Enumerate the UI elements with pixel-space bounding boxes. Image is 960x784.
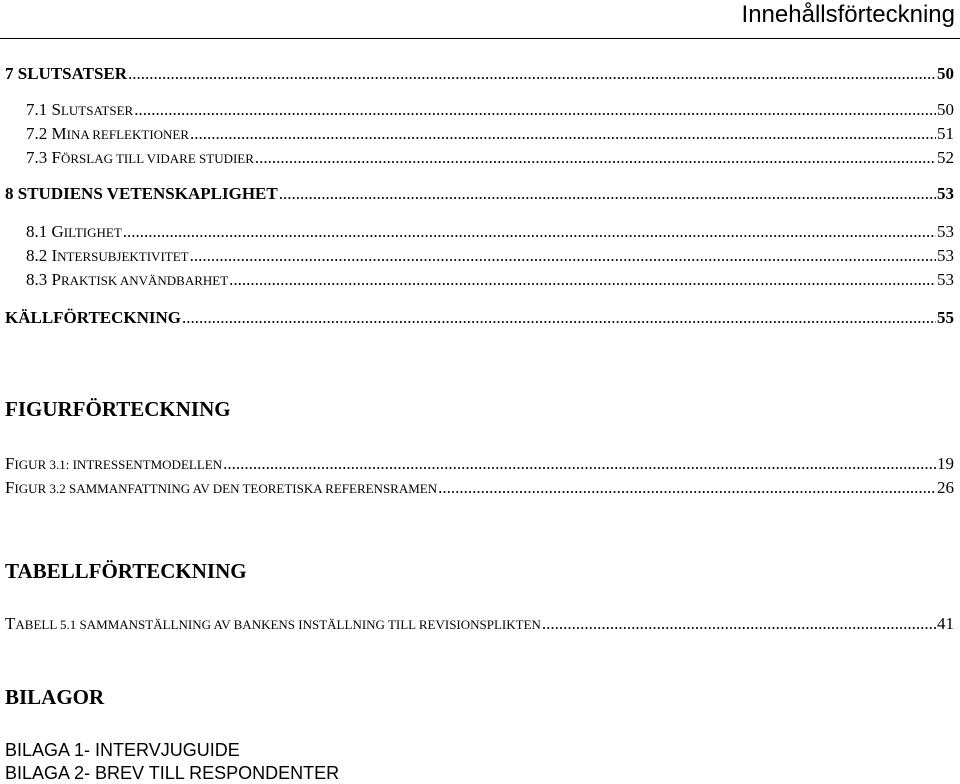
dot-leader xyxy=(255,148,936,168)
figure-entry-label-cap: F xyxy=(5,478,15,497)
header-rule xyxy=(0,38,960,39)
toc-entry-page: 53 xyxy=(937,184,954,203)
figure-entry-page: 26 xyxy=(937,478,954,497)
toc-entry-label-cap: 8.1 G xyxy=(26,222,64,241)
toc-entry-page: 53 xyxy=(937,246,954,265)
toc-entry-page: 50 xyxy=(937,100,954,119)
dot-leader xyxy=(223,454,936,474)
toc-entry-8-2[interactable] xyxy=(26,246,954,266)
toc-entry-label-rest: ILTIGHET xyxy=(63,225,122,240)
toc-entry-8-1[interactable] xyxy=(26,222,954,242)
table-entry-page: 41 xyxy=(937,614,954,633)
dot-leader xyxy=(279,184,936,204)
toc-entry-page: 51 xyxy=(937,124,954,143)
appendix-item-2[interactable]: BILAGA 2- BREV TILL RESPONDENTER xyxy=(5,763,340,783)
toc-entry-page: 53 xyxy=(937,222,954,241)
toc-entry-page: 55 xyxy=(937,308,954,327)
toc-entry-label-rest: ÖRSLAG TILL VIDARE STUDIER xyxy=(60,151,254,166)
figure-list-heading: FIGURFÖRTECKNING xyxy=(5,397,231,421)
appendix-heading: BILAGOR xyxy=(5,685,105,709)
dot-leader xyxy=(190,124,936,144)
dot-leader xyxy=(190,246,936,266)
toc-entry-label-rest: NTERSUBJEKTIVITET xyxy=(57,249,189,264)
table-entry-label-rest: ABELL 5.1 SAMMANSTÄLLNING AV BANKENS INSTÄLLNING TILL REVISIONSPLIKTEN xyxy=(15,617,541,632)
figure-entry-3-1[interactable] xyxy=(5,454,954,474)
dot-leader xyxy=(182,308,936,328)
dot-leader xyxy=(542,614,936,634)
toc-entry-label-cap: 7.3 F xyxy=(26,148,61,167)
document-header-title: Innehållsförteckning xyxy=(741,1,955,28)
figure-entry-label-rest: IGUR 3.2 SAMMANFATTNING AV DEN TEORETISKA REFERENSRAMEN xyxy=(14,481,438,496)
table-list-heading: TABELLFÖRTECKNING xyxy=(5,559,247,583)
toc-entry-label-cap: 7.1 S xyxy=(26,100,61,119)
toc-entry-page: 52 xyxy=(937,148,954,167)
figure-entry-page: 19 xyxy=(937,454,954,473)
toc-entry-label-rest: RAKTISK ANVÄNDBARHET xyxy=(60,273,229,288)
toc-entry-label-cap: 7.2 M xyxy=(26,124,67,143)
toc-entry-8-3[interactable] xyxy=(26,270,954,290)
toc-entry-label-cap: 8.3 P xyxy=(26,270,61,289)
toc-entry-page: 50 xyxy=(937,64,954,83)
appendix-item-1[interactable]: BILAGA 1- INTERVJUGUIDE xyxy=(5,740,240,760)
toc-entry-slutsatser[interactable] xyxy=(5,64,954,84)
toc-entry-label-cap: 8.2 I xyxy=(26,246,58,265)
figure-entry-3-2[interactable] xyxy=(5,478,954,498)
toc-entry-7-2[interactable] xyxy=(26,124,954,144)
toc-entry-label: KÄLLFÖRTECKNING xyxy=(5,308,182,327)
dot-leader xyxy=(123,222,936,242)
toc-entry-page: 53 xyxy=(937,270,954,289)
toc-entry-label: 7 SLUTSATSER xyxy=(5,64,128,83)
toc-entry-7-3[interactable] xyxy=(26,148,954,168)
table-entry-label-cap: T xyxy=(5,614,16,633)
table-entry-5-1[interactable] xyxy=(5,614,954,634)
dot-leader xyxy=(229,270,936,290)
dot-leader xyxy=(128,64,936,84)
toc-entry-vetenskaplighet[interactable] xyxy=(5,184,954,204)
toc-entry-7-1[interactable] xyxy=(26,100,954,120)
toc-entry-label-rest: INA REFLEKTIONER xyxy=(66,127,190,142)
figure-entry-label-rest: IGUR 3.1: INTRESSENTMODELLEN xyxy=(14,457,223,472)
toc-entry-label-rest: LUTSATSER xyxy=(60,103,134,118)
dot-leader xyxy=(134,100,936,120)
figure-entry-label-cap: F xyxy=(5,454,15,473)
toc-entry-kallforteckning[interactable] xyxy=(5,308,954,328)
dot-leader xyxy=(438,478,936,498)
toc-entry-label: 8 STUDIENS VETENSKAPLIGHET xyxy=(5,184,278,203)
